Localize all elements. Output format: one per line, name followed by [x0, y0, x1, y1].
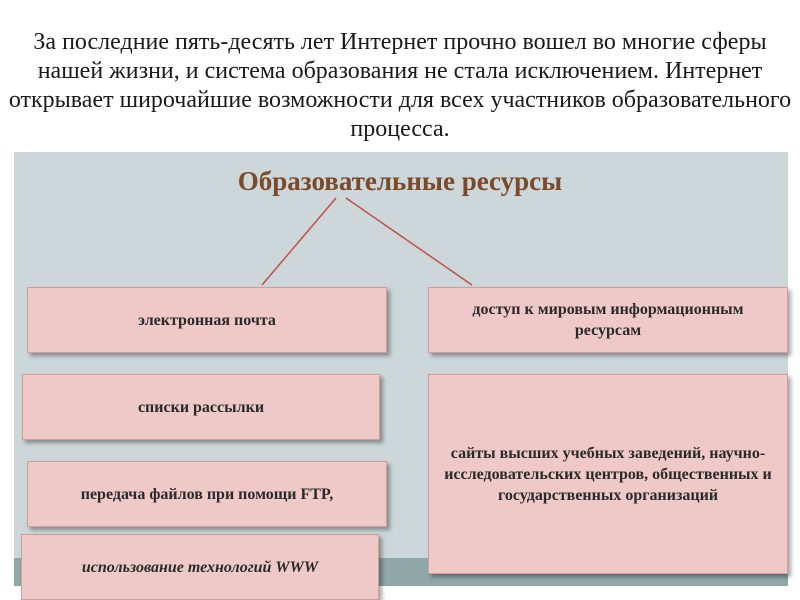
diagram-heading: Образовательные ресурсы: [237, 166, 563, 196]
box-mailing-lists: списки рассылки: [22, 374, 380, 440]
box-ftp: передача файлов при помощи FTP,: [27, 461, 387, 527]
box-world-resources: доступ к мировым информационным ресурсам: [428, 287, 788, 353]
connector-right: [346, 198, 472, 285]
intro-text: За последние пять-десять лет Интернет прочно вошел во многие сферы нашей жизни, и система образования не стала исключением. Интернет открывает широчайшие возможности для всех участников образовательного процесса.: [8, 29, 792, 142]
box-www: использование технологий WWW: [21, 534, 379, 600]
box-university-sites: сайты высших учебных заведений, научно-исследовательских центров, общественных и государственных организаций: [428, 374, 788, 574]
box-email: электронная почта: [27, 287, 387, 353]
connector-left: [262, 198, 336, 285]
